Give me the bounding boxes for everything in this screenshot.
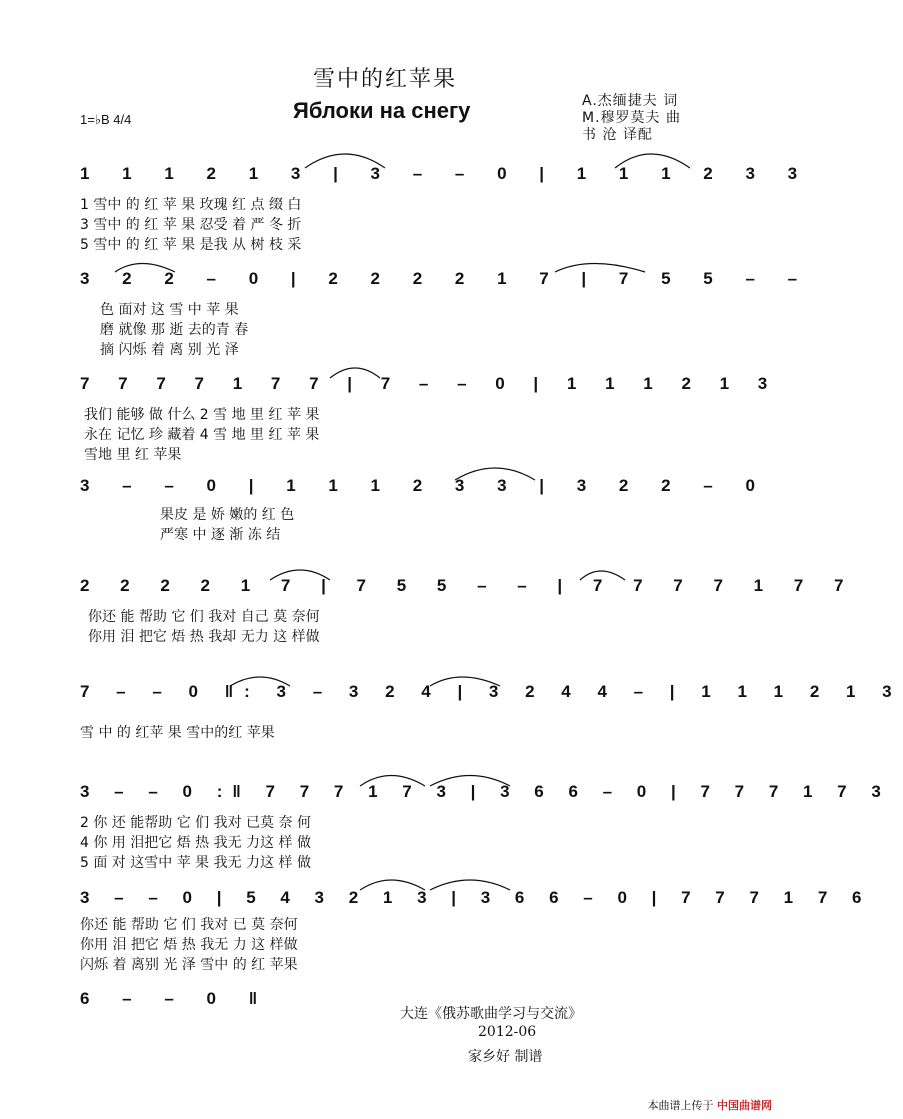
footer-maker: 家乡好 制谱 xyxy=(468,1049,543,1065)
lyric-line: 你用 泪 把它 焐 热 我却 无力 这 样做 xyxy=(88,629,320,645)
site-watermark xyxy=(648,1097,773,1113)
footer-source: 大连《俄苏歌曲学习与交流》 xyxy=(400,1006,582,1022)
lyric-line: 3 雪中 的 红 苹 果 忍受 着 严 冬 折 xyxy=(80,217,302,233)
credit-lyricist: A.杰缅捷夫 词 xyxy=(582,93,679,109)
lyric-line: 摘 闪烁 着 离 别 光 泽 xyxy=(100,342,239,358)
lyric-line: 你用 泪 把它 焐 热 我无 力 这 样做 xyxy=(80,937,298,953)
notes-line: 7 – – 0 ‖: 3 – 3 2 4 | 3 2 4 4 – | 1 1 1 2 1 3 xyxy=(80,682,903,701)
notes-line: 3 – – 0 | 1 1 1 2 3 3 | 3 2 2 – 0 xyxy=(80,476,769,495)
lyric-line: 5 面 对 这雪中 苹 果 我无 力这 样 做 xyxy=(80,855,311,871)
lyric-line: 严寒 中 逐 渐 冻 结 xyxy=(160,527,281,543)
lyric-line: 雪地 里 红 苹果 xyxy=(84,447,182,463)
notes-line: 3 – – 0 | 5 4 3 2 1 3 | 3 6 6 – 0 | 7 7 7 1 7 6 xyxy=(80,888,872,907)
lyric-line: 2 你 还 能帮助 它 们 我对 已莫 奈 何 xyxy=(80,815,311,831)
title-chinese: 雪中的红苹果 xyxy=(313,67,458,92)
lyric-line: 果皮 是 娇 嫩的 红 色 xyxy=(160,507,295,523)
notes-line: 3 2 2 – 0 | 2 2 2 2 1 7 | 7 5 5 – – xyxy=(80,269,812,288)
footer-date: 2012-06 xyxy=(478,1024,537,1040)
key-signature: 1=♭B 4/4 xyxy=(80,112,132,127)
lyric-line: 你还 能 帮助 它 们 我对 自己 莫 奈何 xyxy=(88,609,320,625)
watermark-prefix: 本曲谱上传于 xyxy=(647,1099,714,1112)
lyric-line: 永在 记忆 珍 藏着 4 雪 地 里 红 苹 果 xyxy=(84,427,320,443)
lyric-line: 雪 中 的 红苹 果 雪中的红 苹果 xyxy=(80,725,275,741)
title-russian: Яблоки на снегу xyxy=(293,98,471,123)
lyric-line: 色 面对 这 雪 中 苹 果 xyxy=(100,302,239,318)
credit-arranger: 书 沧 译配 xyxy=(582,127,653,143)
lyric-line: 5 雪中 的 红 苹 果 是我 从 树 枝 采 xyxy=(80,237,302,253)
notes-line: 7 7 7 7 1 7 7 | 7 – – 0 | 1 1 1 2 1 3 xyxy=(80,374,780,393)
lyric-line: 1 雪中 的 红 苹 果 玫瑰 红 点 缀 白 xyxy=(80,197,302,213)
lyric-line: 4 你 用 泪把它 焐 热 我无 力这 样 做 xyxy=(80,835,311,851)
lyric-line: 我们 能够 做 什么 2 雪 地 里 红 苹 果 xyxy=(84,407,320,423)
notes-line: 2 2 2 2 1 7 | 7 5 5 – – | 7 7 7 7 1 7 7 xyxy=(80,576,857,595)
lyric-line: 磨 就像 那 逝 去的青 春 xyxy=(100,322,249,338)
credit-composer: M.穆罗莫夫 曲 xyxy=(582,110,681,126)
notes-line: 1 1 1 2 1 3 | 3 – – 0 | 1 1 1 2 3 3 xyxy=(80,164,812,183)
notes-line: 6 – – 0 ‖ xyxy=(80,989,272,1008)
lyric-line: 闪烁 着 离别 光 泽 雪中 的 红 苹果 xyxy=(80,957,298,973)
lyric-line: 你还 能 帮助 它 们 我对 已 莫 奈何 xyxy=(80,917,298,933)
watermark-brand: 中国曲谱网 xyxy=(717,1099,772,1112)
notes-line: 3 – – 0 :‖ 7 7 7 1 7 3 | 3 6 6 – 0 | 7 7 7 1 7 3 xyxy=(80,782,891,801)
